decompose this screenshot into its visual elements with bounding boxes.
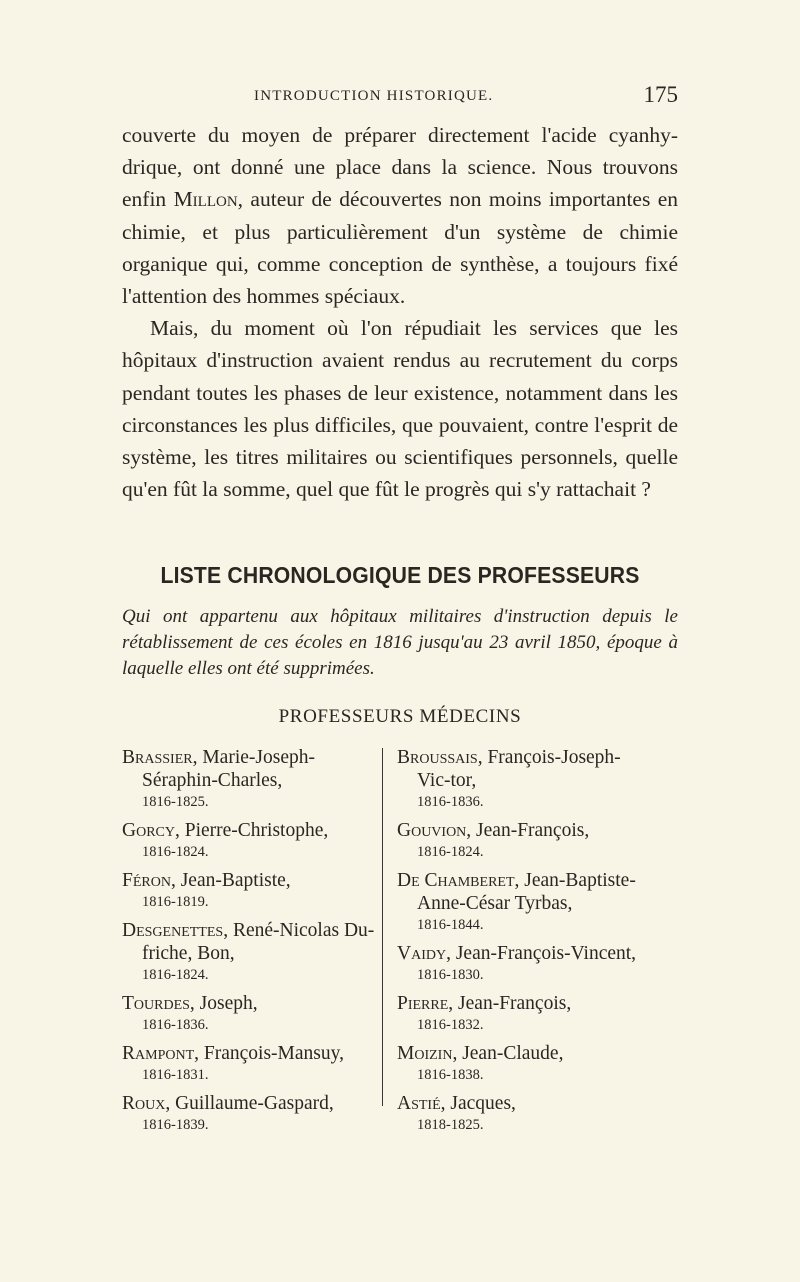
list-item xyxy=(397,1042,653,1085)
list-item xyxy=(397,1092,653,1135)
column-divider xyxy=(382,748,383,1106)
professor-name: Vaidy xyxy=(397,943,447,964)
paragraph-2: Mais, du moment où l'on répudiait les services que les hôpitaux d'instruction avaient rendus au recrutement du corps pendant toutes les phases de leur existence, notamment dans les circonstances les plus difficiles, que pouvaient, contre l'esprit de système, les titres militaires ou scientifiques personnels, quelle qu'en fût la somme, quel que fût le progrès qui s'y rattachait ? xyxy=(122,316,678,502)
professor-given-names: , Jacques, xyxy=(440,1093,516,1114)
professor-name: Broussais xyxy=(397,747,478,768)
professor-name: Gorcy xyxy=(122,820,175,841)
left-column xyxy=(122,746,378,1142)
professor-name: Brassier xyxy=(122,747,193,768)
running-head-title: INTRODUCTION HISTORIQUE. xyxy=(254,88,494,104)
professor-dates: 1816-1839. xyxy=(142,1117,209,1133)
professor-given-names: , Jean-Claude, xyxy=(452,1043,564,1064)
list-heading: LISTE CHRONOLOGIQUE DES PROFESSEURS xyxy=(160,562,640,588)
body-text xyxy=(122,119,678,505)
page-number: 175 xyxy=(643,82,678,107)
paragraph-1 xyxy=(122,119,678,312)
professor-dates: 1816-1838. xyxy=(417,1067,484,1083)
professor-dates: 1816-1832. xyxy=(417,1017,484,1033)
list-item xyxy=(122,1092,378,1135)
professor-dates: 1816-1844. xyxy=(417,917,484,933)
professor-given-names: , Jean-Baptiste-Anne-César Tyrbas, xyxy=(417,870,636,914)
paragraph-1-text-a: couverte du moyen de préparer directement l'acide cyanhy-drique, ont donné une place dans la science. Nous trouvons enfin xyxy=(122,123,678,212)
professor-given-names: , Pierre-Christophe, xyxy=(174,820,329,841)
professor-name: De Chamberet xyxy=(397,870,515,891)
professor-given-names: , Joseph, xyxy=(189,993,258,1014)
professor-given-names: , Marie-Joseph-Séraphin-Charles, xyxy=(142,747,315,791)
professor-name: Pierre xyxy=(397,993,449,1014)
professor-given-names: , Jean-François-Vincent, xyxy=(446,943,637,964)
list-item xyxy=(122,746,378,812)
professor-dates: 1818-1825. xyxy=(417,1117,484,1133)
list-item xyxy=(122,992,378,1035)
professor-dates: 1816-1836. xyxy=(417,794,484,810)
list-item xyxy=(397,746,653,812)
professor-dates: 1816-1831. xyxy=(142,1067,209,1083)
list-item xyxy=(122,819,378,862)
list-item xyxy=(397,992,653,1035)
professor-name: Roux xyxy=(122,1093,166,1114)
paragraph-1-text-b: , auteur de découvertes non moins importantes en chimie, et plus particulièrement d'un système de chimie organique qui, comme conception de synthèse, a toujours fixé l'attention des hommes spéciaux. xyxy=(122,187,678,309)
professor-name: Rampont xyxy=(122,1043,195,1064)
professor-given-names: , René-Nicolas Du-friche, Bon, xyxy=(142,920,375,964)
section-heading: PROFESSEURS MÉDECINS xyxy=(278,706,522,727)
list-item xyxy=(122,919,378,985)
professor-name: Moizin xyxy=(397,1043,453,1064)
professor-given-names: , François-Joseph-Vic-tor, xyxy=(417,747,621,791)
running-head xyxy=(122,82,678,114)
professor-dates: 1816-1819. xyxy=(142,894,209,910)
professor-given-names: , Guillaume-Gaspard, xyxy=(165,1093,334,1114)
professor-name: Desgenettes xyxy=(122,920,224,941)
professor-dates: 1816-1824. xyxy=(417,844,484,860)
list-item xyxy=(397,869,653,935)
professor-name: Tourdes xyxy=(122,993,190,1014)
professor-given-names: , Jean-François, xyxy=(448,993,572,1014)
professor-dates: 1816-1824. xyxy=(142,844,209,860)
list-item xyxy=(397,942,653,985)
professor-dates: 1816-1836. xyxy=(142,1017,209,1033)
professor-given-names: , Jean-François, xyxy=(466,820,590,841)
professor-dates: 1816-1824. xyxy=(142,967,209,983)
professor-dates: 1816-1830. xyxy=(417,967,484,983)
list-item xyxy=(122,869,378,912)
professor-dates: 1816-1825. xyxy=(142,794,209,810)
list-subtitle: Qui ont appartenu aux hôpitaux militaires d'instruction depuis le rétablissement de ces écoles en 1816 jusqu'au 23 avril 1850, époque à laquelle elles ont été supprimées. xyxy=(122,606,678,679)
professor-given-names: , François-Mansuy, xyxy=(194,1043,344,1064)
professor-name: Féron xyxy=(122,870,171,891)
professor-name: Astié xyxy=(397,1093,441,1114)
right-column xyxy=(397,746,653,1142)
professor-name: Gouvion xyxy=(397,820,467,841)
list-item xyxy=(397,819,653,862)
professor-given-names: , Jean-Baptiste, xyxy=(170,870,291,891)
paragraph-1-name: Millon xyxy=(173,187,238,212)
list-item xyxy=(122,1042,378,1085)
